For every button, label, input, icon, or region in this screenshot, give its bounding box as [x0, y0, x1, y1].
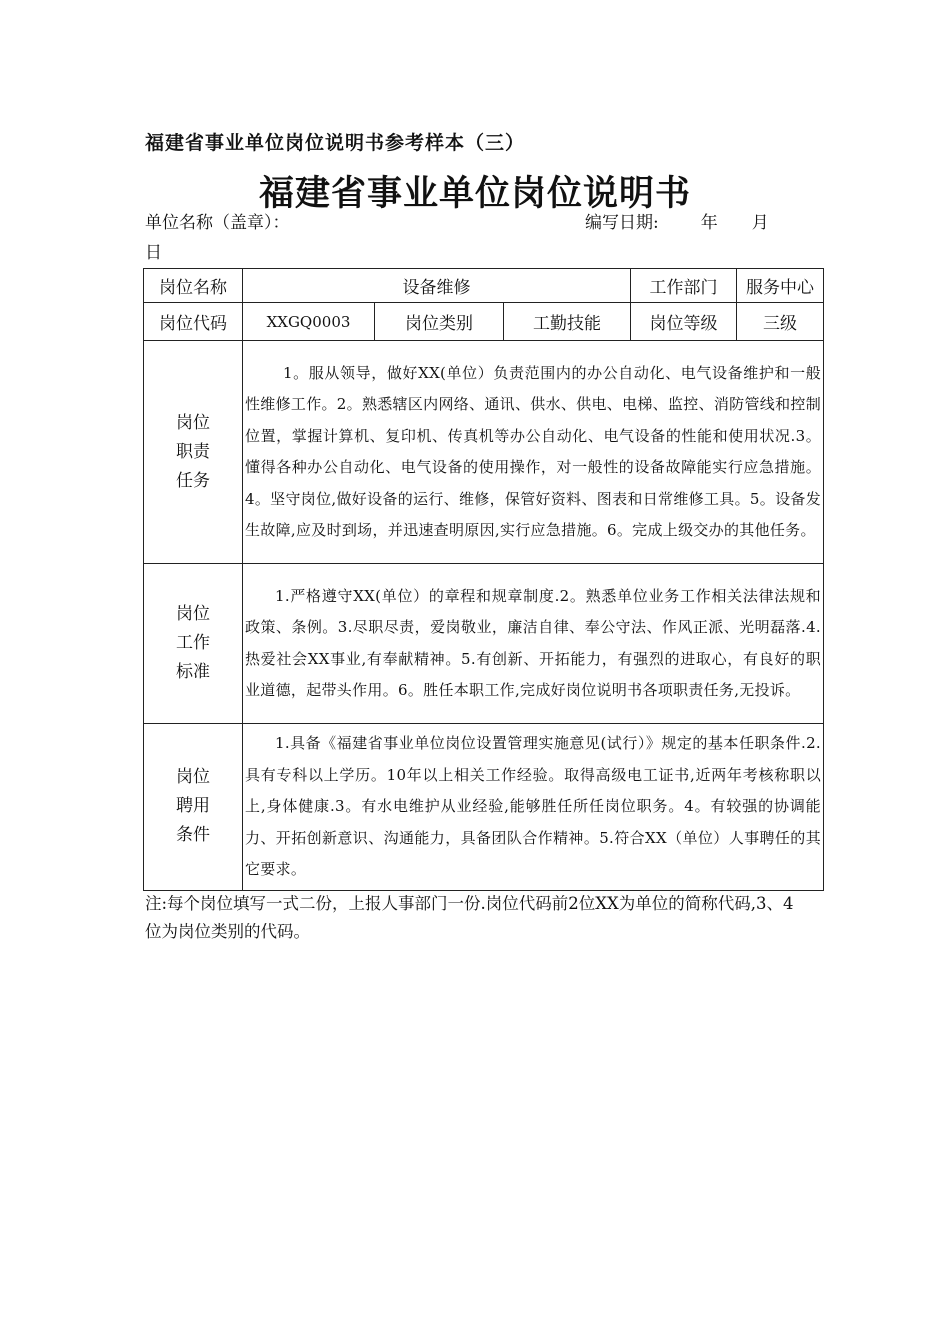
conditions-text: 1.具备《福建省事业单位岗位设置管理实施意见(试行）》规定的基本任职条件.2.具有专科以上学历。10年以上相关工作经验。取得高级电工证书,近两年考核称职以上,身体健康.3。有水电维护从业经验,能够胜任所任岗位职务。4。有较强的协调能力、开拓创新意识、沟通能力，具备团队合作精神。5.符合XX（单位）人事聘任的其它要求。	[243, 724, 824, 891]
duties-label	[144, 341, 243, 564]
post-description-table	[143, 268, 824, 891]
table-row	[144, 303, 824, 341]
post-code-label: 岗位代码	[144, 303, 243, 341]
post-name-label: 岗位名称	[144, 269, 243, 303]
conditions-label-line: 条件	[176, 825, 210, 846]
table-row	[144, 724, 824, 891]
sample-title: 福建省事业单位岗位说明书参考样本（三）	[145, 132, 526, 154]
post-category-label: 岗位类别	[375, 303, 504, 341]
standards-label-line: 工作	[176, 633, 210, 653]
department-label: 工作部门	[631, 269, 737, 303]
main-title: 福建省事业单位岗位说明书	[258, 173, 691, 214]
duties-label-line: 职责	[176, 441, 210, 462]
post-grade-label: 岗位等级	[631, 303, 737, 341]
post-category-value: 工勤技能	[504, 303, 631, 341]
date-label: 编写日期:	[585, 213, 659, 233]
standards-label	[144, 564, 243, 724]
year-label: 年	[700, 213, 718, 233]
duties-label-line: 任务	[176, 470, 210, 491]
standards-label-line: 岗位	[176, 604, 210, 624]
table-row	[144, 341, 824, 564]
duties-text: 1。服从领导，做好XX(单位）负责范围内的办公自动化、电气设备维护和一般性维修工作。2。熟悉辖区内网络、通讯、供水、供电、电梯、监控、消防管线和控制位置，掌握计算机、复印机、传真机等办公自动化、电气设备的性能和使用状况.3。懂得各种办公自动化、电气设备的使用操作，对一般性的设备故障能实行应急措施。4。坚守岗位,做好设备的运行、维修，保管好资料、图表和日常维修工具。5。设备发生故障,应及时到场，并迅速查明原因,实行应急措施。6。完成上级交办的其他任务。	[243, 341, 824, 564]
standards-text: 1.严格遵守XX(单位）的章程和规章制度.2。熟悉单位业务工作相关法律法规和政策、条例。3.尽职尽责，爱岗敬业，廉洁自律、奉公守法、作风正派、光明磊落.4.热爱社会XX事业,有奉献精神。5.有创新、开拓能力，有强烈的进取心，有良好的职业道德，起带头作用。6。胜任本职工作,完成好岗位说明书各项职责任务,无投诉。	[243, 564, 824, 724]
duties-label-line: 岗位	[176, 412, 210, 433]
conditions-label	[144, 724, 243, 891]
table-row	[144, 564, 824, 724]
table-row	[144, 269, 824, 303]
standards-label-line: 标准	[176, 662, 210, 682]
compile-date	[585, 208, 769, 233]
department-value: 服务中心	[737, 269, 824, 303]
conditions-label-line: 聘用	[176, 796, 210, 817]
day-label: 日	[145, 243, 162, 263]
month-label: 月	[751, 213, 769, 233]
unit-name-label: 单位名称（盖章）：	[145, 213, 290, 233]
post-name-value: 设备维修	[243, 269, 631, 303]
post-code-value: XXGQ0003	[243, 303, 375, 341]
footnote: 注:每个岗位填写一式二份，上报人事部门一份.岗位代码前2位XX为单位的简称代码,3、4位为岗位类别的代码。	[145, 894, 794, 941]
post-grade-value: 三级	[737, 303, 824, 341]
conditions-label-line: 岗位	[176, 767, 210, 788]
